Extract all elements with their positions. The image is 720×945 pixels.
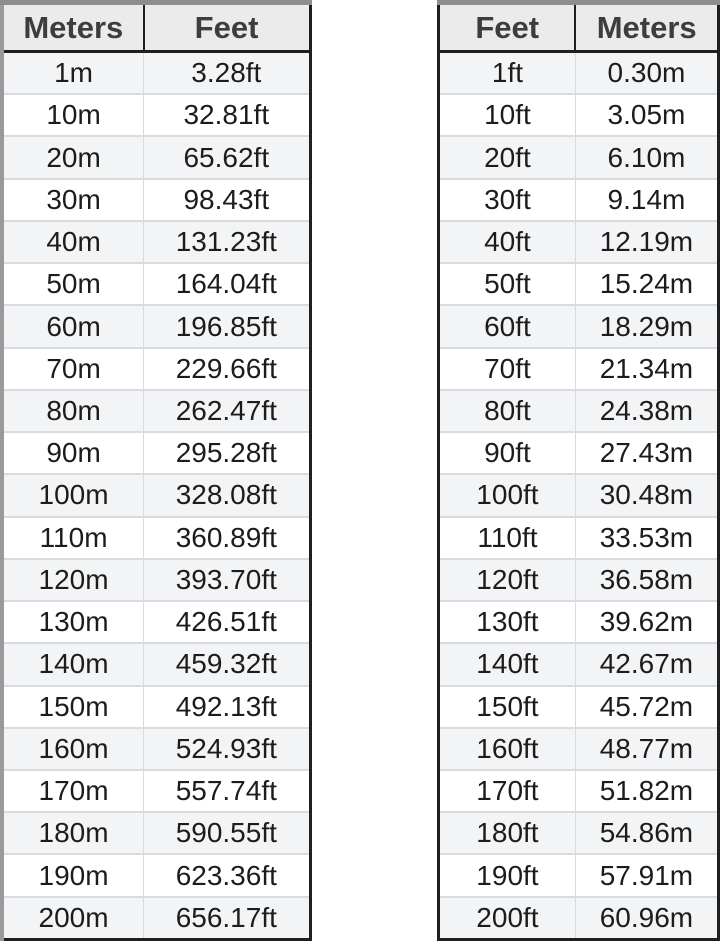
table-cell: 90m [2, 432, 144, 474]
table-row [439, 263, 719, 305]
table-row [2, 728, 310, 770]
table-cell: 12.19m [575, 221, 718, 263]
table-cell: 1ft [439, 52, 576, 95]
table-cell: 100m [2, 474, 144, 516]
table-cell: 120ft [439, 559, 576, 601]
table-cell: 180ft [439, 812, 576, 854]
table-cell: 98.43ft [144, 179, 310, 221]
table-row [2, 601, 310, 643]
table-cell: 70m [2, 348, 144, 390]
table-cell: 50ft [439, 263, 576, 305]
table-cell: 200ft [439, 897, 576, 940]
table-row [2, 517, 310, 559]
meters-to-feet-table [0, 0, 312, 941]
table-cell: 170m [2, 770, 144, 812]
table-row [439, 601, 719, 643]
table-cell: 328.08ft [144, 474, 310, 516]
table-cell: 9.14m [575, 179, 718, 221]
feet-to-meters-table [437, 0, 720, 941]
table-row [2, 179, 310, 221]
table-row [439, 812, 719, 854]
table-cell: 656.17ft [144, 897, 310, 940]
table-cell: 140ft [439, 643, 576, 685]
table-cell: 60.96m [575, 897, 718, 940]
table-cell: 131.23ft [144, 221, 310, 263]
table-row [2, 559, 310, 601]
table-row [2, 263, 310, 305]
table-cell: 20ft [439, 136, 576, 178]
table-row [2, 390, 310, 432]
table-cell: 27.43m [575, 432, 718, 474]
table-row [2, 136, 310, 178]
table-cell: 30m [2, 179, 144, 221]
table-cell: 50m [2, 263, 144, 305]
table-cell: 45.72m [575, 686, 718, 728]
table-row [439, 728, 719, 770]
table-row [2, 305, 310, 347]
table-cell: 54.86m [575, 812, 718, 854]
table-cell: 110ft [439, 517, 576, 559]
table-cell: 57.91m [575, 854, 718, 896]
table-cell: 20m [2, 136, 144, 178]
table-cell: 130ft [439, 601, 576, 643]
table-cell: 6.10m [575, 136, 718, 178]
table-row [439, 390, 719, 432]
table-cell: 492.13ft [144, 686, 310, 728]
table-row [439, 348, 719, 390]
table-cell: 110m [2, 517, 144, 559]
table-cell: 30ft [439, 179, 576, 221]
table-cell: 32.81ft [144, 94, 310, 136]
table-row [439, 559, 719, 601]
table-cell: 48.77m [575, 728, 718, 770]
table-row [439, 94, 719, 136]
table-cell: 10ft [439, 94, 576, 136]
table-row [2, 897, 310, 940]
table-row [439, 854, 719, 896]
table-cell: 150m [2, 686, 144, 728]
table-cell: 90ft [439, 432, 576, 474]
table-cell: 623.36ft [144, 854, 310, 896]
table-cell: 40m [2, 221, 144, 263]
table-row [2, 52, 310, 95]
table-row [2, 94, 310, 136]
table-row [2, 643, 310, 685]
table-cell: 60m [2, 305, 144, 347]
table-cell: 10m [2, 94, 144, 136]
table-row [439, 179, 719, 221]
table-cell: 36.58m [575, 559, 718, 601]
table-cell: 40ft [439, 221, 576, 263]
table-row [439, 770, 719, 812]
table-row [439, 221, 719, 263]
table-row [439, 474, 719, 516]
table-cell: 65.62ft [144, 136, 310, 178]
table-cell: 51.82m [575, 770, 718, 812]
table-row [439, 432, 719, 474]
table-cell: 160m [2, 728, 144, 770]
table-cell: 150ft [439, 686, 576, 728]
table-cell: 33.53m [575, 517, 718, 559]
table-cell: 557.74ft [144, 770, 310, 812]
table-cell: 60ft [439, 305, 576, 347]
table-cell: 190ft [439, 854, 576, 896]
table-row [2, 812, 310, 854]
table-row [2, 474, 310, 516]
table-cell: 18.29m [575, 305, 718, 347]
table-cell: 426.51ft [144, 601, 310, 643]
table-cell: 524.93ft [144, 728, 310, 770]
table-cell: 200m [2, 897, 144, 940]
table-row [439, 643, 719, 685]
table-cell: 1m [2, 52, 144, 95]
table-row [439, 52, 719, 95]
table-cell: 170ft [439, 770, 576, 812]
table-cell: 24.38m [575, 390, 718, 432]
table-row [2, 221, 310, 263]
column-header: Feet [144, 3, 310, 52]
table-row [439, 897, 719, 940]
table-row [439, 517, 719, 559]
table-cell: 3.05m [575, 94, 718, 136]
table-row [439, 136, 719, 178]
table-cell: 3.28ft [191, 57, 262, 89]
table-row [2, 770, 310, 812]
table-row [439, 305, 719, 347]
table-row [2, 432, 310, 474]
table-cell: 80m [2, 390, 144, 432]
table-cell: 39.62m [575, 601, 718, 643]
table-cell: 262.47ft [144, 390, 310, 432]
table-cell: 459.32ft [144, 643, 310, 685]
table-cell: 130m [2, 601, 144, 643]
table-cell: 190m [2, 854, 144, 896]
table-cell: 196.85ft [144, 305, 310, 347]
table-cell: 42.67m [575, 643, 718, 685]
table-cell: 70ft [439, 348, 576, 390]
header-row [2, 3, 310, 52]
table-cell: 229.66ft [144, 348, 310, 390]
table-cell: 590.55ft [144, 812, 310, 854]
table-cell: 0.30m [607, 57, 686, 89]
table-row [2, 348, 310, 390]
table-row [439, 686, 719, 728]
table-cell: 80ft [439, 390, 576, 432]
table-row [2, 854, 310, 896]
table-cell: 360.89ft [144, 517, 310, 559]
table-cell: 120m [2, 559, 144, 601]
table-cell: 164.04ft [144, 263, 310, 305]
table-cell: 295.28ft [144, 432, 310, 474]
table-cell: 160ft [439, 728, 576, 770]
table-cell: 100ft [439, 474, 576, 516]
header-row [439, 3, 719, 52]
table-cell: 180m [2, 812, 144, 854]
table-cell: 15.24m [575, 263, 718, 305]
table-cell: 393.70ft [144, 559, 310, 601]
column-header: Meters [2, 3, 144, 52]
column-header: Feet [439, 3, 576, 52]
table-cell: 30.48m [575, 474, 718, 516]
table-cell: 21.34m [575, 348, 718, 390]
table-row [2, 686, 310, 728]
table-cell: 140m [2, 643, 144, 685]
column-header: Meters [575, 3, 718, 52]
